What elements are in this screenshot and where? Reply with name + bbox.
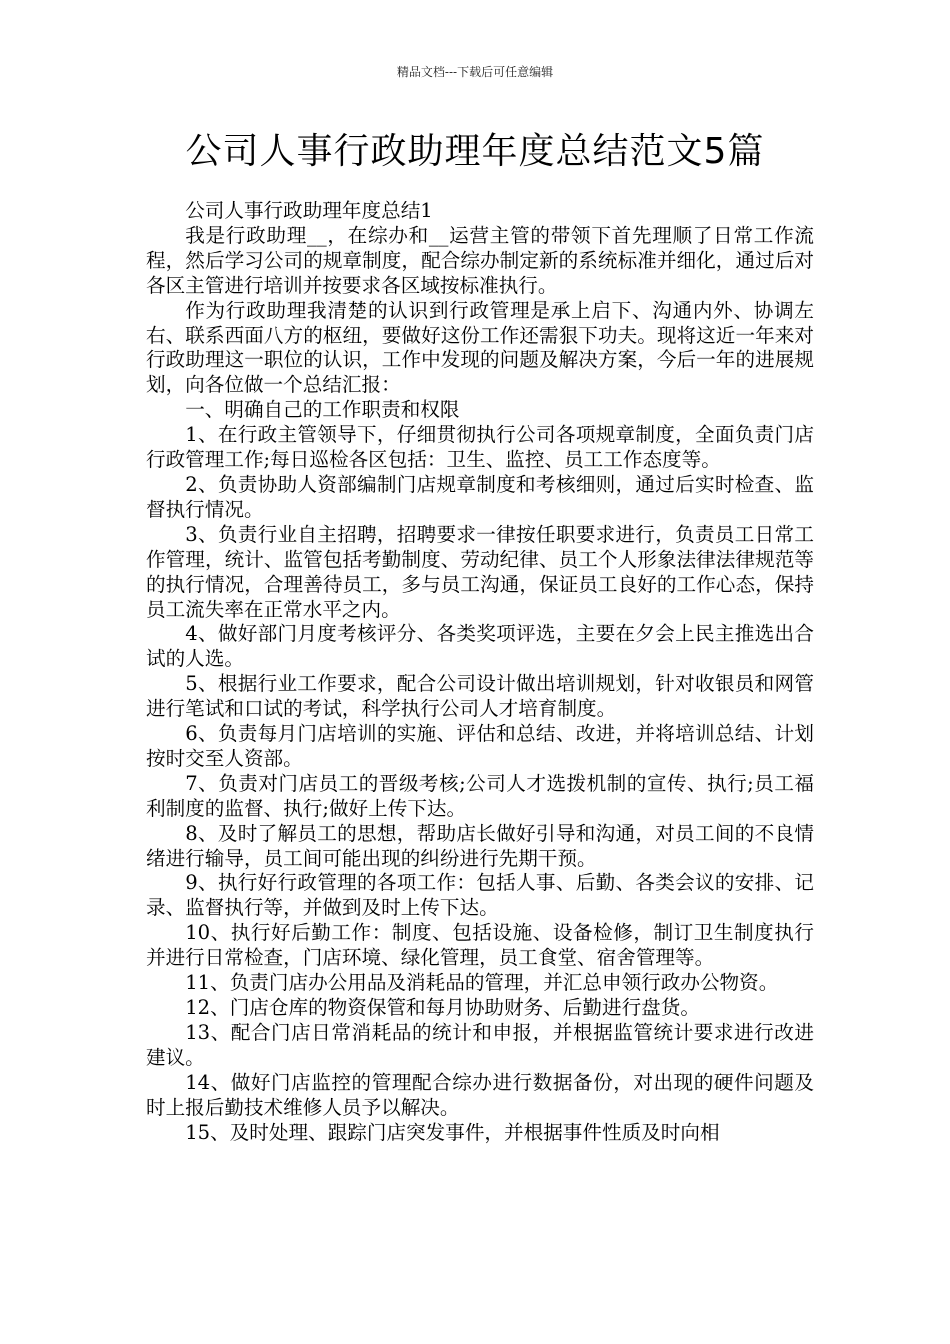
list-item: 8、及时了解员工的思想，帮助店长做好引导和沟通，对员工间的不良情绪进行输导，员工间可能出现的纠纷进行先期干预。 [146,821,814,870]
list-item: 1、在行政主管领导下，仔细贯彻执行公司各项规章制度，全面负责门店行政管理工作;每日巡检各区包括：卫生、监控、员工工作态度等。 [146,423,814,472]
list-item: 7、负责对门店员工的晋级考核;公司人才选拨机制的宣传、执行;员工福利制度的监督、执行;做好上传下达。 [146,771,814,820]
paragraph: 我是行政助理__，在综办和__运营主管的带领下首先理顺了日常工作流程，然后学习公司的规章制度，配合综办制定新的系统标准并细化，通过后对各区主管进行培训并按要求各区域按标准执行。 [146,223,814,297]
list-item: 11、负责门店办公用品及消耗品的管理，并汇总申领行政办公物资。 [185,971,779,995]
paragraph: 作为行政助理我清楚的认识到行政管理是承上启下、沟通内外、协调左右、联系西面八方的枢纽，要做好这份工作还需狠下功夫。现将这近一年来对行政助理这一职位的认识，工作中发现的问题及解决方案，今后一年的进展规划，向各位做一个总结汇报： [146,298,814,397]
list-item: 13、配合门店日常消耗品的统计和申报，并根据监管统计要求进行改进建议。 [146,1020,814,1069]
section-heading: 公司人事行政助理年度总结1 [185,199,433,222]
list-item: 3、负责行业自主招聘，招聘要求一律按任职要求进行，负责员工日常工作管理，统计、监管包括考勤制度、劳动纪律、员工个人形象法律法律规范等的执行情况，合理善待员工，多与员工沟通，保证员工良好的工作心态，保持员工流失率在正常水平之内。 [146,522,814,621]
document-body [146,199,814,1145]
list-item: 15、及时处理、跟踪门店突发事件，并根据事件性质及时向相 [185,1120,720,1144]
list-item: 14、做好门店监控的管理配合综办进行数据备份，对出现的硬件问题及时上报后勤技术维修人员予以解决。 [146,1070,814,1119]
list-item: 5、根据行业工作要求，配合公司设计做出培训规划，针对收银员和网管进行笔试和口试的考试，科学执行公司人才培育制度。 [146,672,814,721]
list-item: 2、负责协助人资部编制门店规章制度和考核细则，通过后实时检查、监督执行情况。 [146,472,814,521]
list-item: 10、执行好后勤工作：制度、包括设施、设备检修，制订卫生制度执行并进行日常检查，门店环境、绿化管理，员工食堂、宿舍管理等。 [146,921,814,970]
list-item: 9、执行好行政管理的各项工作：包括人事、后勤、各类会议的安排、记录、监督执行等，并做到及时上传下达。 [146,871,814,920]
list-item: 12、门店仓库的物资保管和每月协助财务、后勤进行盘货。 [185,996,700,1019]
list-item: 6、负责每月门店培训的实施、评估和总结、改进，并将培训总结、计划按时交至人资部。 [146,722,814,770]
list-item: 4、做好部门月度考核评分、各类奖项评选，主要在夕会上民主推选出合试的人选。 [146,622,814,671]
document-title: 公司人事行政助理年度总结范文5篇 [185,131,765,172]
section-heading: 一、明确自己的工作职责和权限 [185,398,460,422]
page-header: 精品文档---下载后可任意编辑 [396,65,554,79]
